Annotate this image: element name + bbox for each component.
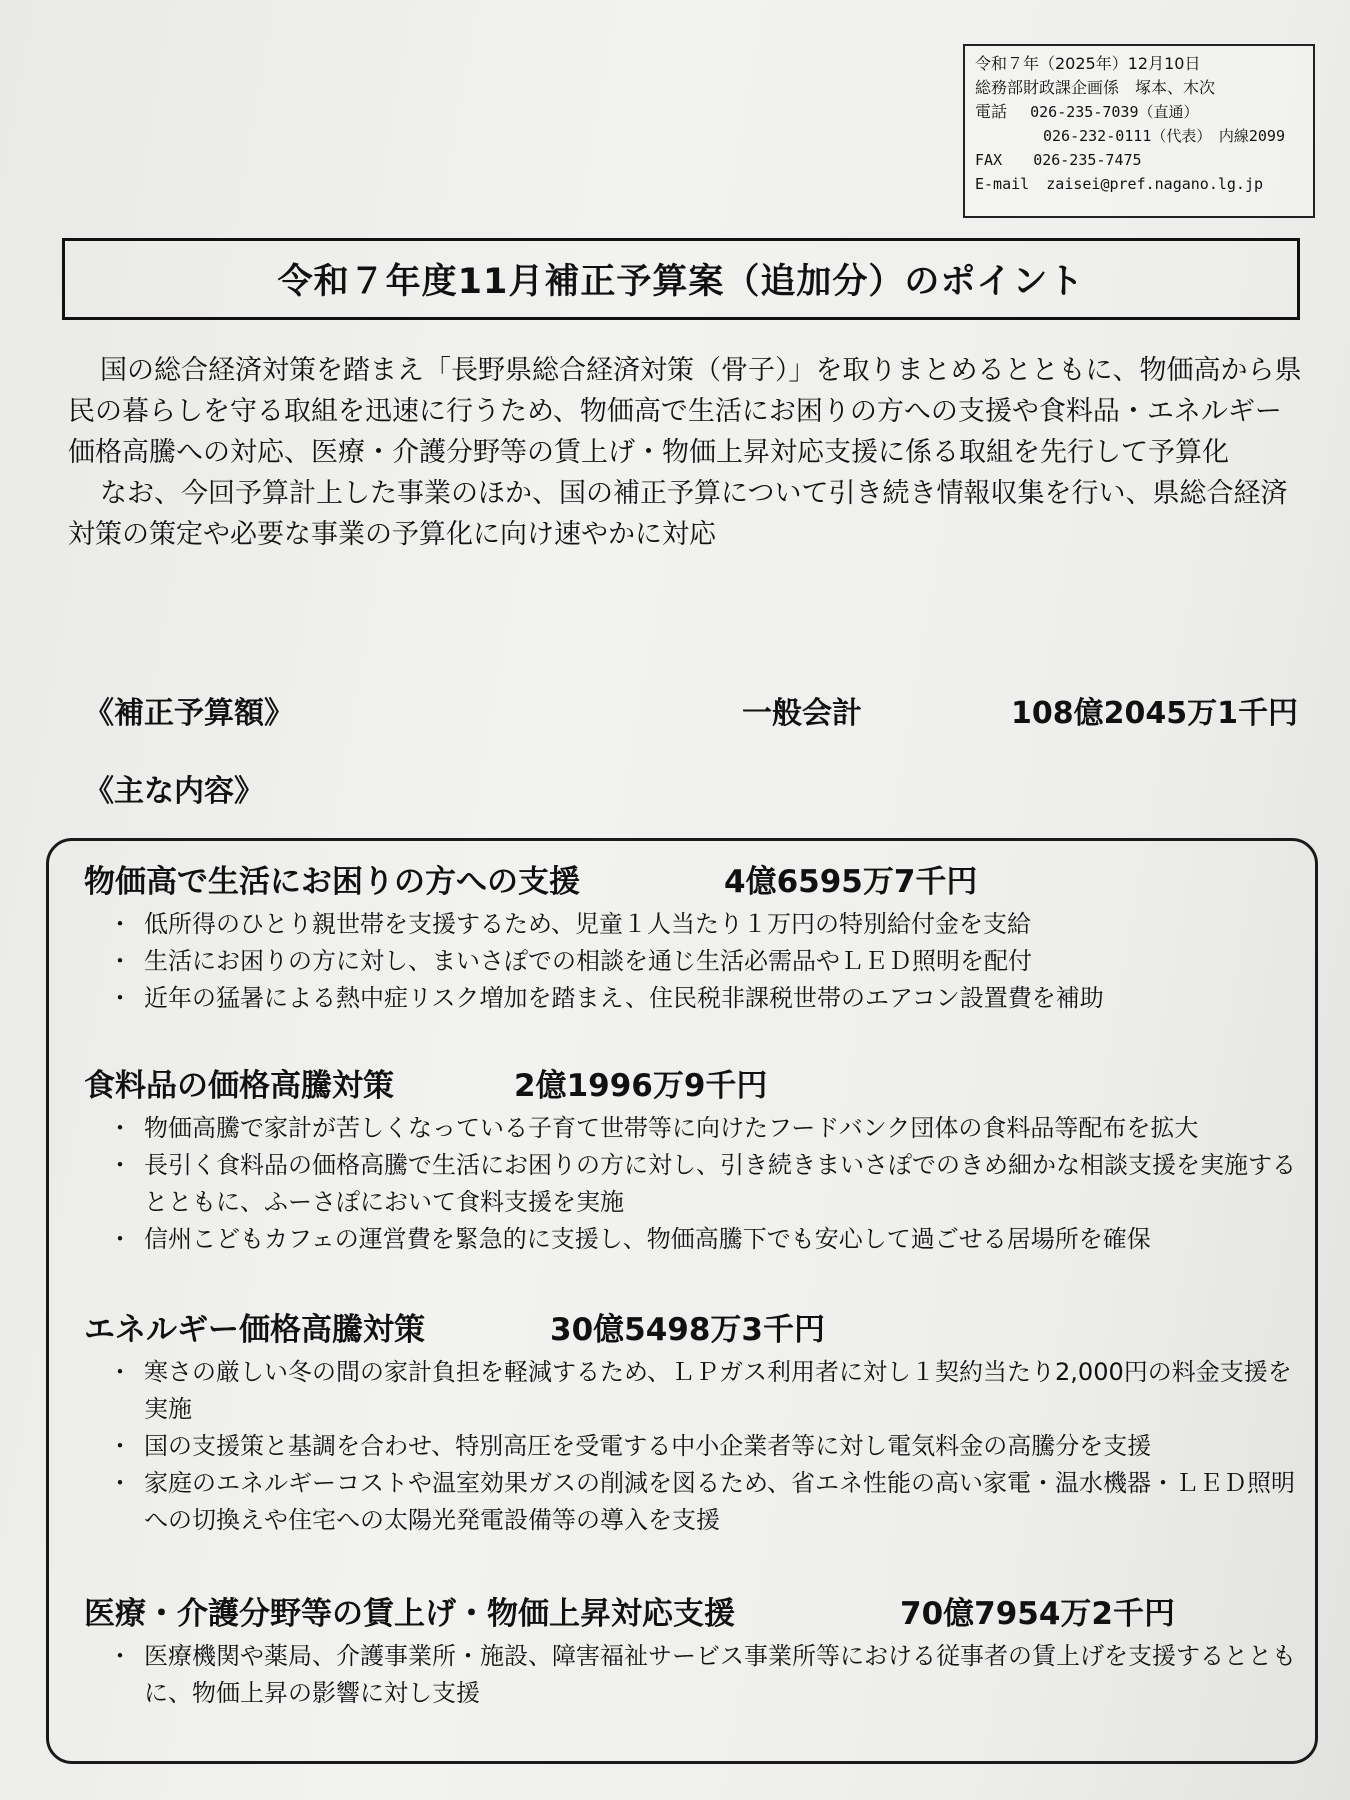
bullet-icon: ・	[108, 1642, 132, 1670]
section-header	[84, 856, 1314, 902]
intro-paragraph-2: なお、今回予算計上した事業のほか、国の補正予算について引き続き情報収集を行い、県総合経済対策の策定や必要な事業の予算化に向け速やかに対応	[68, 478, 1288, 550]
intro-paragraph-1: 国の総合経済対策を踏まえ「長野県総合経済対策（骨子）」を取りまとめるとともに、物価高から県民の暮らしを守る取組を迅速に行うため、物価高で生活にお困りの方への支援や食料品・エネルギー価格高騰への対応、医療・介護分野等の賃上げ・物価上昇対応支援に係る取組を先行して予算化	[68, 355, 1302, 468]
list-item: ・ 近年の猛暑による熱中症リスク増加を踏まえ、住民税非課税世帯のエアコン設置費を補助	[84, 980, 1314, 1017]
budget-total-row	[84, 688, 1298, 732]
section-header	[84, 1588, 1314, 1634]
section-food-price	[84, 1060, 1314, 1258]
bullet-icon: ・	[108, 1469, 132, 1497]
section-items	[84, 1354, 1314, 1539]
bullet-icon: ・	[108, 1432, 132, 1460]
list-item: ・ 寒さの厳しい冬の間の家計負担を軽減するため、ＬＰガス利用者に対し１契約当たり2,000円の料金支援を実施	[84, 1354, 1314, 1428]
budget-account: 一般会計	[742, 696, 862, 731]
section-wage-support	[84, 1588, 1314, 1712]
section-title: エネルギー価格高騰対策	[84, 1312, 425, 1348]
section-items	[84, 906, 1314, 1017]
contact-department: 総務部財政課企画係 塚本、木次	[975, 78, 1216, 97]
phone-main: 026-232-0111（代表） 内線2099	[1043, 127, 1285, 145]
bullet-icon: ・	[108, 947, 132, 975]
section-livelihood-support	[84, 856, 1314, 1017]
section-energy-price	[84, 1304, 1314, 1539]
contact-phone-row	[975, 100, 1303, 124]
contact-fax-row	[975, 148, 1303, 172]
section-title: 医療・介護分野等の賃上げ・物価上昇対応支援	[84, 1596, 735, 1632]
bullet-icon: ・	[108, 984, 132, 1012]
list-item: ・ 信州こどもカフェの運営費を緊急的に支援し、物価高騰下でも安心して過ごせる居場所を確保	[84, 1221, 1314, 1258]
bullet-icon: ・	[108, 1358, 132, 1386]
section-title: 食料品の価格高騰対策	[84, 1068, 394, 1104]
contact-email-row	[975, 172, 1303, 196]
fax-label: FAX	[975, 151, 1003, 169]
list-item: ・ 低所得のひとり親世帯を支援するため、児童１人当たり１万円の特別給付金を支給	[84, 906, 1314, 943]
list-item: ・ 長引く食料品の価格高騰で生活にお困りの方に対し、引き続きまいさぽでのきめ細かな相談支援を実施するとともに、ふーさぽにおいて食料支援を実施	[84, 1147, 1314, 1221]
email-address: zaisei@pref.nagano.lg.jp	[1046, 175, 1264, 193]
phone-direct: 026-235-7039（直通）	[1030, 103, 1199, 121]
contact-date: 令和７年（2025年）12月10日	[975, 54, 1201, 73]
contact-phone-main	[975, 124, 1303, 148]
section-amount: 2億1996万9千円	[514, 1068, 768, 1104]
budget-label: 《補正予算額》	[84, 696, 294, 731]
section-title: 物価高で生活にお困りの方への支援	[84, 864, 580, 900]
section-amount: 30億5498万3千円	[550, 1312, 825, 1348]
bullet-icon: ・	[108, 1114, 132, 1142]
bullet-icon: ・	[108, 1151, 132, 1179]
fax-number: 026-235-7475	[1033, 151, 1142, 169]
list-item: ・ 国の支援策と基調を合わせ、特別高圧を受電する中小企業者等に対し電気料金の高騰分を支援	[84, 1428, 1314, 1465]
phone-label: 電話	[975, 102, 1008, 121]
section-amount: 4億6595万7千円	[724, 864, 978, 900]
list-item: ・ 物価高騰で家計が苦しくなっている子育て世帯等に向けたフードバンク団体の食料品等配布を拡大	[84, 1110, 1314, 1147]
section-header	[84, 1304, 1314, 1350]
bullet-icon: ・	[108, 910, 132, 938]
contents-label: 《主な内容》	[84, 774, 264, 809]
budget-amount: 108億2045万1千円	[1011, 696, 1298, 731]
document-title: 令和７年度11月補正予算案（追加分）のポイント	[62, 238, 1300, 320]
email-label: E-mail	[975, 175, 1030, 193]
list-item: ・ 家庭のエネルギーコストや温室効果ガスの削減を図るため、省エネ性能の高い家電・温水機器・ＬＥＤ照明への切換えや住宅への太陽光発電設備等の導入を支援	[84, 1465, 1314, 1539]
list-item: ・ 生活にお困りの方に対し、まいさぽでの相談を通じ生活必需品やＬＥＤ照明を配付	[84, 943, 1314, 980]
bullet-icon: ・	[108, 1225, 132, 1253]
section-header	[84, 1060, 1314, 1106]
section-amount: 70億7954万2千円	[900, 1596, 1175, 1632]
section-items	[84, 1110, 1314, 1258]
list-item: ・ 医療機関や薬局、介護事業所・施設、障害福祉サービス事業所等における従事者の賃上げを支援するとともに、物価上昇の影響に対し支援	[84, 1638, 1314, 1712]
contact-info-box	[963, 44, 1315, 218]
intro-text	[68, 350, 1308, 555]
section-items	[84, 1638, 1314, 1712]
